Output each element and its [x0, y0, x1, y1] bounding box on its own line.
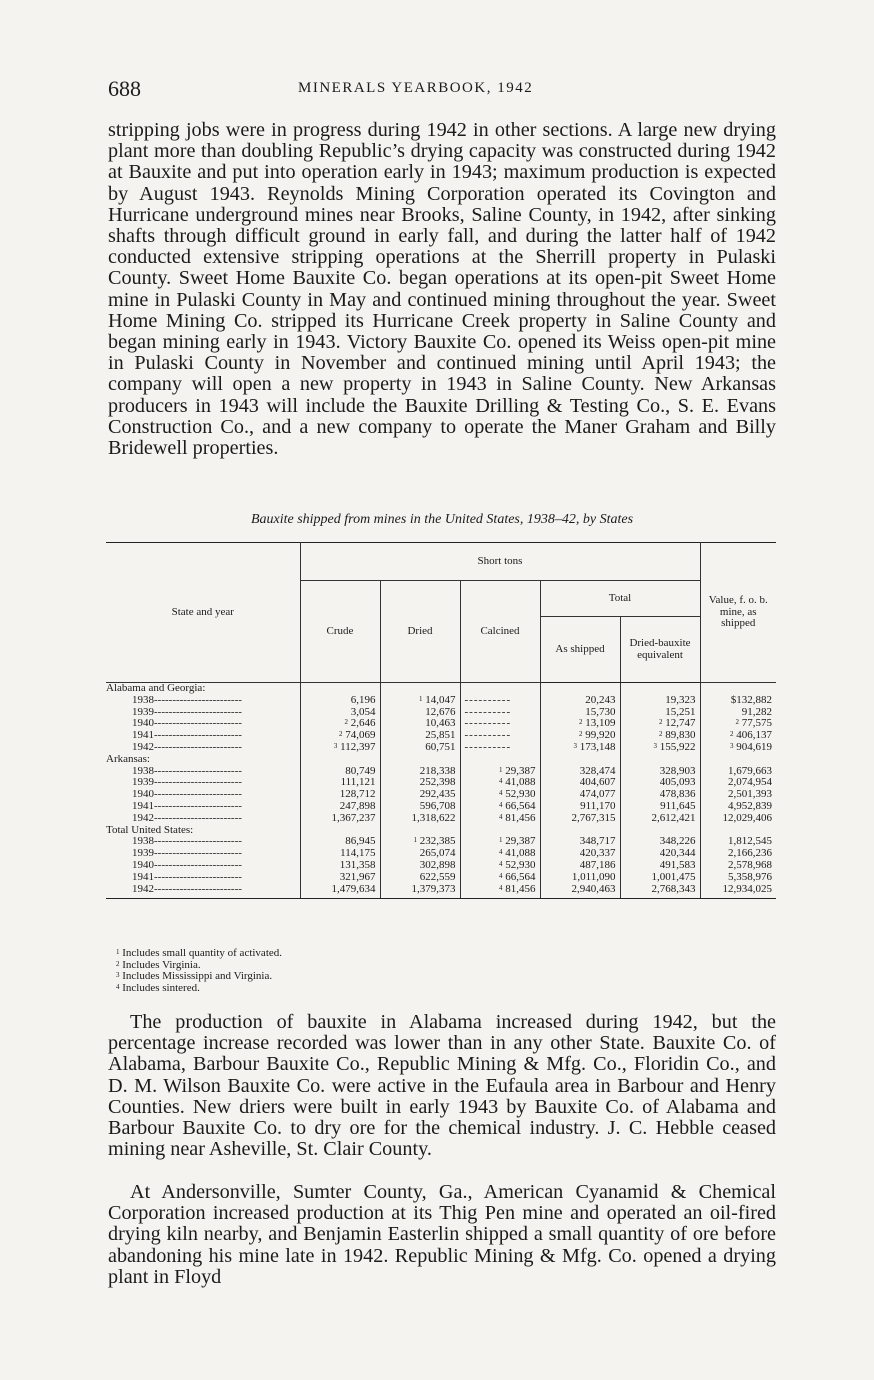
footnotes [116, 948, 282, 994]
row-year: 1942 [132, 882, 154, 895]
cell-value: 252,398 [419, 776, 456, 789]
cell-value: 1,679,663 [728, 764, 773, 777]
footnote-mark: 2 [659, 730, 663, 739]
cell-value: 12,029,406 [722, 811, 773, 824]
row-leader: ------------------------ [154, 693, 242, 706]
footnote-number: 4 [116, 982, 120, 991]
table-row [106, 884, 776, 899]
cell-value: 302,898 [419, 858, 456, 871]
cell-value: 1,812,545 [728, 835, 773, 848]
row-year: 1940 [132, 858, 154, 871]
cell-value: 622,559 [419, 870, 456, 883]
row-label [106, 884, 300, 899]
cell-value: 904,619 [736, 740, 773, 753]
cell-dried [380, 742, 460, 754]
cell-value: 91,282 [741, 705, 773, 718]
cell-value [700, 884, 776, 899]
page-header [108, 76, 778, 102]
header-dried: Dried [380, 581, 460, 683]
cell-value: 2,074,954 [728, 776, 773, 789]
cell-value: 74,069 [345, 729, 376, 742]
footnote-mark: 2 [339, 730, 343, 739]
header-crude: Crude [300, 581, 380, 683]
footnote-mark: 3 [653, 741, 658, 750]
footnote-mark: 3 [730, 741, 734, 750]
cell-value: 2,612,421 [651, 811, 696, 824]
header-calcined: Calcined [460, 581, 540, 683]
cell-value: 2,646 [350, 717, 376, 730]
cell-value: 218,338 [419, 764, 456, 777]
cell-value: 89,830 [665, 729, 696, 742]
bauxite-shipments-table [106, 542, 776, 899]
header-total: Total [540, 581, 700, 617]
footnote-mark: 4 [499, 883, 503, 892]
cell-value: 66,564 [505, 799, 536, 812]
row-leader: ------------------------ [154, 835, 242, 848]
cell-value: 12,676 [425, 705, 456, 718]
cell-value: 404,607 [579, 776, 616, 789]
cell-value: 80,749 [345, 764, 376, 777]
cell-value: 1,379,373 [411, 882, 456, 895]
cell-as_shipped [540, 742, 620, 754]
cell-value: 86,945 [345, 835, 376, 848]
header-dried-equivalent: Dried-bauxite equivalent [620, 617, 700, 683]
cell-value: 2,501,393 [728, 788, 773, 801]
row-year: 1938 [132, 835, 154, 848]
row-year: 1941 [132, 729, 154, 742]
cell-value: 321,967 [339, 870, 376, 883]
footnote-mark: 3 [333, 741, 338, 750]
cell-value: 474,077 [579, 788, 616, 801]
cell-value: 292,435 [419, 788, 456, 801]
row-leader: ------------------------ [154, 776, 242, 789]
cell-value: 1,367,237 [331, 811, 376, 824]
cell-value: 2,767,315 [571, 811, 616, 824]
cell-value: 2,940,463 [571, 882, 616, 895]
cell-value: 1,479,634 [331, 882, 376, 895]
cell-crude [300, 742, 380, 754]
footnote-mark: 4 [499, 812, 503, 821]
page-number: 688 [108, 76, 141, 101]
footnote-mark: 4 [499, 848, 503, 857]
cell-value: 29,387 [505, 764, 536, 777]
row-leader: ------------------------ [154, 717, 242, 730]
footnote-number: 1 [116, 948, 120, 956]
row-year: 1939 [132, 705, 154, 718]
header-as-shipped: As shipped [540, 617, 620, 683]
cell-value: 13,109 [585, 717, 616, 730]
empty-leader: ---------- [464, 693, 512, 706]
table-caption: Bauxite shipped from mines in the United States, 1938–42, by States [250, 512, 634, 527]
row-leader: ------------------------ [154, 799, 242, 812]
row-leader: ------------------------ [154, 788, 242, 801]
row-year: 1942 [132, 811, 154, 824]
cell-value: 2,578,968 [728, 858, 773, 871]
body-paragraph-3: At Andersonville, Sumter County, Ga., American Cyanamid & Chemical Corporation increased production at its Thig Pen mine and operated an oil-fired drying kiln nearby, and Benjamin Easterlin shipped a small quantity of ore before abandoning his mine late in 1942. Republic Mining & Mfg. Co. opened a drying plant in Floyd [108, 1181, 776, 1288]
cell-value: 19,323 [665, 693, 696, 706]
cell-value: 487,186 [579, 858, 616, 871]
cell-value: 12,934,025 [722, 882, 773, 895]
cell-value: 2,768,343 [651, 882, 696, 895]
cell-value: 81,456 [505, 882, 536, 895]
cell-value: 99,920 [585, 729, 616, 742]
cell-value: 52,930 [505, 858, 536, 871]
cell-as_shipped [540, 813, 620, 825]
body-paragraph-2: The production of bauxite in Alabama increased during 1942, but the percentage increase recorded was lower than in any other State. Bauxite Co. of Alabama, Barbour Bauxite Co., Republic Mining & Mfg. Co., Floridin Co., and D. M. Wilson Bauxite Co. were active in the Eufaula area in Barbour and Henry Counties. New driers were built in early 1943 by Bauxite Co. of Alabama and Barbour Bauxite Co. to dry ore for the chemical industry. J. C. Hebble ceased mining near Asheville, St. Clair County. [108, 1011, 776, 1161]
row-leader: ------------------------ [154, 811, 242, 824]
footnote-mark: 2 [735, 718, 740, 727]
footnote-text: Includes sintered. [122, 981, 200, 994]
cell-value: 2,166,236 [728, 847, 773, 860]
cell-calcined [460, 813, 540, 825]
cell-value: 112,397 [340, 740, 376, 753]
footnote-mark: 3 [573, 741, 577, 750]
cell-value: 1,318,622 [411, 811, 456, 824]
cell-value: 478,836 [659, 788, 696, 801]
cell-value: 420,337 [579, 847, 616, 860]
footnote-number: 3 [116, 971, 120, 979]
footnote-mark: 4 [499, 789, 503, 798]
cell-value: 1,001,475 [651, 870, 696, 883]
cell-dried [380, 884, 460, 899]
footnote-text: Includes Mississippi and Virginia. [122, 970, 273, 982]
cell-value: 12,747 [665, 717, 696, 730]
cell-value: 10,463 [425, 717, 456, 730]
cell-value: 406,137 [736, 729, 773, 742]
cell-value: 420,344 [659, 847, 696, 860]
footnote-mark: 2 [579, 730, 583, 739]
cell-value: 6,196 [350, 693, 376, 706]
row-year: 1939 [132, 847, 154, 860]
empty-leader: ---------- [464, 740, 512, 753]
group-name: Total United States: [106, 823, 194, 836]
cell-value: 25,851 [425, 729, 456, 742]
cell-value: 81,456 [505, 811, 536, 824]
cell-value: 405,093 [659, 776, 696, 789]
cell-value: $132,882 [730, 693, 773, 706]
header-value: Value, f. o. b. mine, as shipped [700, 543, 776, 683]
cell-value: 66,564 [505, 870, 536, 883]
cell-dried [380, 813, 460, 825]
row-leader: ------------------------ [154, 858, 242, 871]
row-leader: ------------------------ [154, 740, 242, 753]
table-row [106, 813, 776, 825]
row-year: 1938 [132, 764, 154, 777]
footnote [116, 983, 282, 995]
footnote-text: Includes Virginia. [122, 958, 201, 971]
cell-value: 596,708 [419, 799, 456, 812]
cell-value: 911,645 [660, 799, 696, 812]
footnote-text: Includes small quantity of activated. [122, 947, 283, 959]
cell-value: 15,730 [585, 705, 616, 718]
footnote-mark: 1 [499, 836, 503, 845]
group-name: Alabama and Georgia: [106, 682, 206, 694]
cell-value: 20,243 [585, 693, 616, 706]
footnote-mark: 4 [499, 777, 503, 786]
cell-calcined [460, 742, 540, 754]
row-year: 1940 [132, 788, 154, 801]
footnote-mark: 2 [344, 718, 348, 727]
cell-value: 60,751 [425, 740, 456, 753]
empty-leader: ---------- [464, 705, 512, 718]
footnote-mark: 4 [499, 800, 503, 809]
cell-value [700, 813, 776, 825]
footnote-mark: 2 [579, 718, 583, 727]
footnote-mark: 2 [659, 718, 663, 727]
cell-value: 114,175 [340, 847, 376, 860]
table-row [106, 742, 776, 754]
cell-equivalent [620, 742, 700, 754]
cell-value: 5,358,976 [728, 870, 773, 883]
footnote-mark: 2 [730, 730, 734, 739]
cell-value: 491,583 [659, 858, 696, 871]
cell-value: 4,952,839 [728, 799, 773, 812]
cell-value: 247,898 [339, 799, 376, 812]
cell-as_shipped [540, 884, 620, 899]
cell-value: 232,385 [419, 835, 456, 848]
row-leader: ------------------------ [154, 729, 242, 742]
row-label [106, 813, 300, 825]
cell-value: 155,922 [659, 740, 696, 753]
row-label [106, 742, 300, 754]
cell-value: 1,011,090 [571, 870, 616, 883]
cell-value: 128,712 [339, 788, 376, 801]
cell-value: 14,047 [425, 693, 456, 706]
cell-crude [300, 884, 380, 899]
cell-value: 173,148 [579, 740, 616, 753]
row-leader: ------------------------ [154, 764, 242, 777]
cell-value: 348,226 [659, 835, 696, 848]
footnote-mark: 1 [413, 836, 417, 845]
cell-equivalent [620, 813, 700, 825]
cell-crude [300, 813, 380, 825]
cell-value: 77,575 [741, 717, 773, 730]
row-year: 1938 [132, 693, 154, 706]
row-leader: ------------------------ [154, 705, 242, 718]
row-leader: ------------------------ [154, 847, 242, 860]
footnote-mark: 1 [499, 765, 503, 774]
footnote-mark: 1 [419, 694, 423, 703]
body-paragraph-1: stripping jobs were in progress during 1942 in other sections. A large new drying plant more than doubling Republic’s drying capacity was constructed during 1942 at Bauxite and put into operation early in 1943; maximum production is expected by August 1943. Reynolds Mining Corporation operated its Covington and Hurricane underground mines near Brooks, Saline County, in 1942, after sinking shafts through difficult ground in early fall, and during the latter half of 1942 conducted extensive stripping operations at the Sherrill property in Pulaski County. Sweet Home Bauxite Co. began operations at its open-pit Sweet Home mine in Pulaski County in May and continued mining throughout the year. Sweet Home Mining Co. stripped its Hurricane Creek property in Saline County and began mining early in 1943. Victory Bauxite Co. opened its Weiss open-pit mine in Pulaski County in November and continued mining until April 1943; the company will open a new property in 1943 in Saline County. New Arkansas producers in 1943 will include the Bauxite Drilling & Testing Co., S. E. Evans Construction Co., and a new company to operate the Maner Graham and Billy Bridewell properties. [108, 119, 776, 460]
cell-value: 131,358 [339, 858, 376, 871]
row-year: 1941 [132, 870, 154, 883]
empty-leader: ---------- [464, 729, 512, 742]
cell-value: 52,930 [505, 788, 536, 801]
row-leader: ------------------------ [154, 870, 242, 883]
row-year: 1939 [132, 776, 154, 789]
cell-value: 911,170 [580, 799, 616, 812]
row-leader: ------------------------ [154, 882, 242, 895]
cell-value: 29,387 [505, 835, 536, 848]
cell-value: 328,903 [659, 764, 696, 777]
footnote-mark: 4 [499, 871, 503, 880]
cell-value: 41,088 [505, 847, 536, 860]
running-head: MINERALS YEARBOOK, 1942 [298, 80, 534, 96]
footnote-mark: 4 [499, 859, 503, 868]
row-year: 1940 [132, 717, 154, 730]
footnote-number: 2 [116, 959, 120, 968]
cell-value: 41,088 [505, 776, 536, 789]
cell-value: 15,251 [665, 705, 696, 718]
cell-value: 3,054 [350, 705, 376, 718]
header-state-and-year: State and year [106, 543, 300, 683]
cell-value [700, 742, 776, 754]
header-short-tons: Short tons [300, 543, 700, 581]
row-year: 1941 [132, 799, 154, 812]
cell-value: 111,121 [340, 776, 376, 789]
cell-calcined [460, 884, 540, 899]
row-year: 1942 [132, 740, 154, 753]
cell-value: 348,717 [579, 835, 616, 848]
empty-leader: ---------- [464, 717, 512, 730]
group-name: Arkansas: [106, 752, 150, 765]
cell-equivalent [620, 884, 700, 899]
cell-value: 328,474 [579, 764, 616, 777]
cell-value: 265,074 [419, 847, 456, 860]
table-body [106, 683, 776, 899]
